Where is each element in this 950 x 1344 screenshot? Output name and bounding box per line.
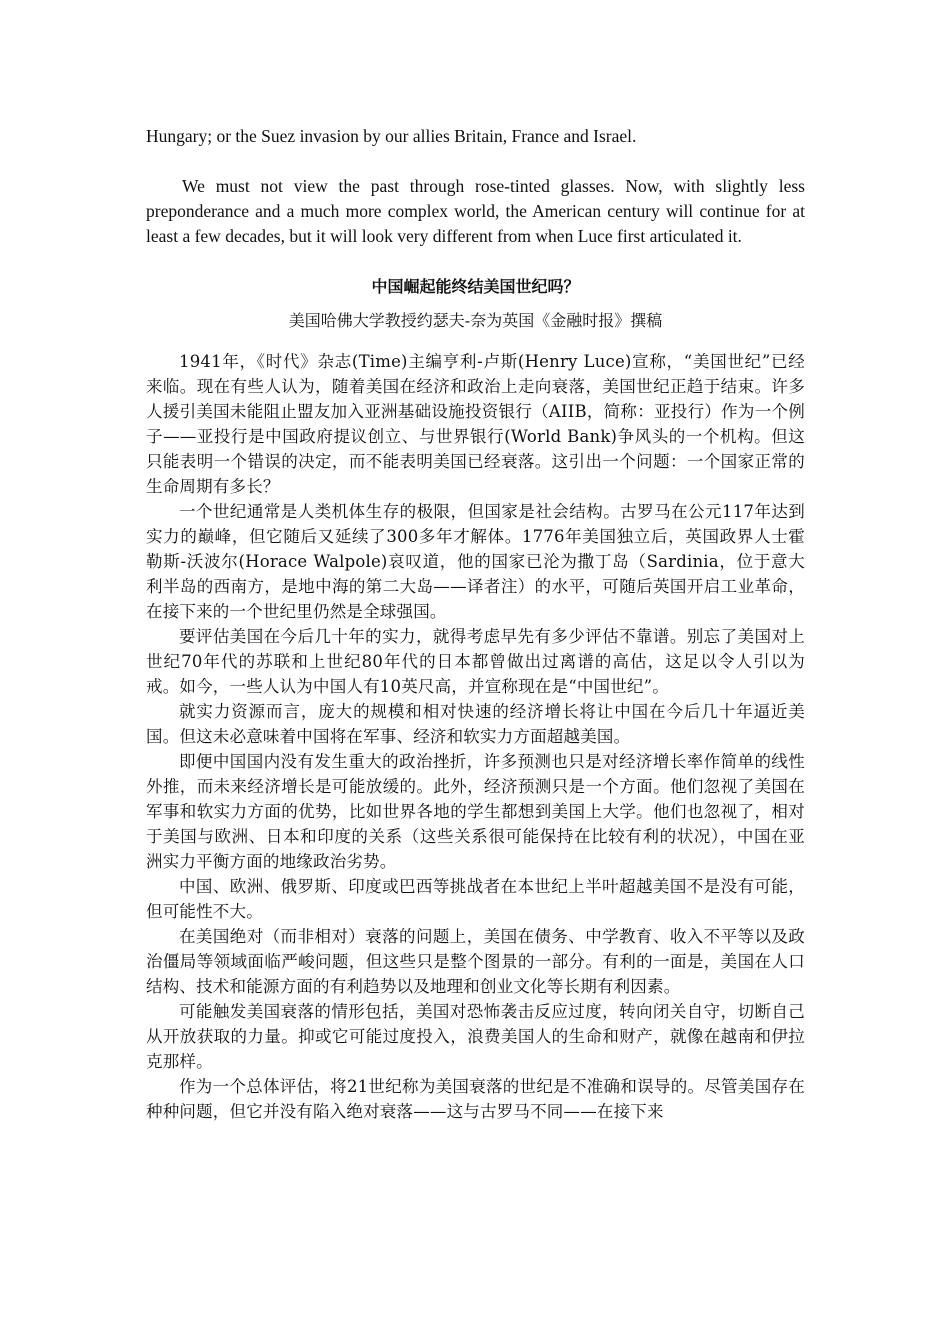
article-paragraph-4: 就实力资源而言，庞大的规模和相对快速的经济增长将让中国在今后几十年逼近美国。但这未必意味着中国将在军事、经济和软实力方面超越美国。 — [146, 702, 805, 746]
article-paragraph-2: 一个世纪通常是人类机体生存的极限，但国家是社会结构。古罗马在公元117年达到实力的巅峰，但它随后又延续了300多年才解体。1776年美国独立后，英国政界人士霍勒斯-沃波尔(Horace Walpole)哀叹道，他的国家已沦为撒丁岛（Sardinia，位于意大利半岛的西南方，是地中海的第二大岛——译者注）的水平，可随后英国开启工业革命，在接下来的一个世纪里仍然是全球强国。 — [146, 502, 805, 621]
article-paragraph-3: 要评估美国在今后几十年的实力，就得考虑早先有多少评估不靠谱。别忘了美国对上世纪70年代的苏联和上世纪80年代的日本都曾做出过离谱的高估，这足以令人引以为戒。如今，一些人认为中国人有10英尺高，并宣称现在是“中国世纪”。 — [146, 627, 805, 696]
article-title: 中国崛起能终结美国世纪吗？ — [371, 277, 580, 296]
paragraph-gap — [146, 149, 805, 174]
article-paragraph-7: 在美国绝对（而非相对）衰落的问题上，美国在债务、中学教育、收入不平等以及政治僵局等领域面临严峻问题，但这些只是整个图景的一部分。有利的一面是，美国在人口结构、技术和能源方面的有利趋势以及地理和创业文化等长期有利因素。 — [146, 927, 805, 996]
article-paragraph-1: 1941年，《时代》杂志(Time)主编亨利-卢斯(Henry Luce)宣称，“美国世纪”已经来临。现在有些人认为，随着美国在经济和政治上走向衰落，美国世纪正趋于结束。许多人援引美国未能阻止盟友加入亚洲基础设施投资银行（AIIB，简称：亚投行）作为一个例子——亚投行是中国政府提议创立、与世界银行(World Bank)争风头的一个机构。但这只能表明一个错误的决定，而不能表明美国已经衰落。这引出一个问题：一个国家正常的生命周期有多长？ — [146, 352, 805, 496]
paragraph-gap — [146, 249, 805, 274]
document-page — [146, 124, 805, 1124]
english-paragraph-1: Hungary; or the Suez invasion by our allies Britain, France and Israel. — [146, 126, 637, 146]
english-paragraph-2: We must not view the past through rose-tinted glasses. Now, with slightly less preponderance and a much more complex world, the American century will continue for at least a few decades, but it will look very different from when Luce first articulated it. — [146, 176, 805, 246]
article-paragraph-9: 作为一个总体评估，将21世纪称为美国衰落的世纪是不准确和误导的。尽管美国存在种种问题，但它并没有陷入绝对衰落——这与古罗马不同——在接下来 — [146, 1077, 805, 1121]
article-byline: 美国哈佛大学教授约瑟夫-奈为英国《金融时报》撰稿 — [288, 311, 663, 330]
article-paragraph-5: 即便中国国内没有发生重大的政治挫折，许多预测也只是对经济增长率作简单的线性外推，而未来经济增长是可能放缓的。此外，经济预测只是一个方面。他们忽视了美国在军事和软实力方面的优势，比如世界各地的学生都想到美国上大学。他们也忽视了，相对于美国与欧洲、日本和印度的关系（这些关系很可能保持在比较有利的状况），中国在亚洲实力平衡方面的地缘政治劣势。 — [146, 752, 805, 871]
article-paragraph-6: 中国、欧洲、俄罗斯、印度或巴西等挑战者在本世纪上半叶超越美国不是没有可能，但可能性不大。 — [146, 877, 805, 921]
article-paragraph-8: 可能触发美国衰落的情形包括，美国对恐怖袭击反应过度，转向闭关自守，切断自己从开放获取的力量。抑或它可能过度投入，浪费美国人的生命和财产，就像在越南和伊拉克那样。 — [146, 1002, 805, 1071]
